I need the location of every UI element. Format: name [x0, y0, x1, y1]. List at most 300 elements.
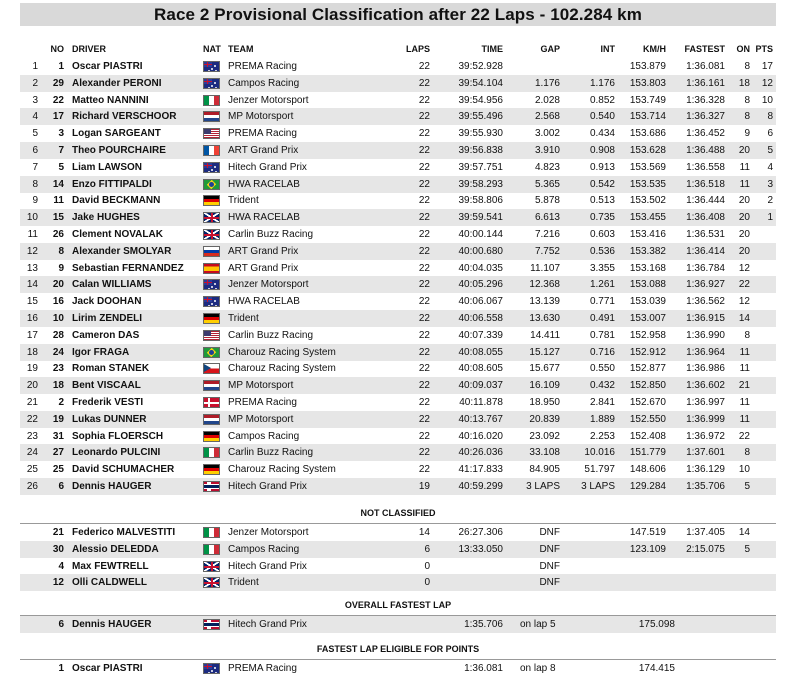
int-cell: 10.016 — [584, 447, 615, 458]
team-cell: HWA RACELAB — [228, 179, 300, 190]
no-cell: 6 — [58, 481, 64, 492]
team-cell: PREMA Racing — [228, 397, 297, 408]
laps-cell: 22 — [418, 229, 430, 240]
laps-cell: 22 — [418, 61, 430, 72]
on-lap-cell: on lap 8 — [520, 663, 556, 674]
fastest-cell: 1:36.327 — [686, 111, 725, 122]
time-cell — [438, 574, 503, 591]
laps-cell: 0 — [424, 577, 430, 588]
laps-cell: 19 — [418, 481, 430, 492]
int-cell: 2.253 — [589, 431, 615, 442]
on-cell: 8 — [744, 95, 750, 106]
fastest-cell: 1:36.990 — [686, 330, 725, 341]
time-cell: 40:00.144 — [458, 229, 503, 240]
driver-cell: Dennis HAUGER — [72, 481, 152, 492]
int-cell — [565, 58, 615, 75]
fastest-cell: 1:36.531 — [686, 229, 725, 240]
driver-cell: Calan WILLIAMS — [72, 279, 152, 290]
on-cell: 11 — [739, 414, 750, 425]
not-classified-row — [20, 541, 776, 558]
team-cell: Hitech Grand Prix — [228, 481, 307, 492]
laps-cell: 22 — [418, 313, 430, 324]
kmh-cell: 153.628 — [629, 145, 666, 156]
time-cell: 40:00.680 — [458, 246, 503, 257]
not-classified-row — [20, 574, 776, 591]
page-title: Race 2 Provisional Classification after 22 Laps - 102.284 km — [20, 3, 776, 26]
fastest-cell: 1:36.602 — [686, 380, 725, 391]
driver-cell: Lirim ZENDELI — [72, 313, 143, 324]
no-cell: 22 — [52, 95, 64, 106]
gap-cell — [510, 58, 560, 75]
table-row — [20, 394, 776, 411]
team-cell: MP Motorsport — [228, 414, 294, 425]
int-cell: 51.797 — [584, 464, 615, 475]
team-cell: PREMA Racing — [228, 663, 297, 674]
driver-cell: Leonardo PULCINI — [72, 447, 161, 458]
pts-cell — [755, 360, 773, 377]
pts-cell — [755, 428, 773, 445]
on-cell: 18 — [738, 78, 750, 89]
time-cell: 39:54.104 — [458, 78, 503, 89]
pts-cell — [755, 293, 773, 310]
driver-cell: David SCHUMACHER — [72, 464, 175, 475]
no-cell: 5 — [58, 162, 64, 173]
kmh-cell: 174.415 — [638, 663, 675, 674]
fastest-cell: 1:36.997 — [686, 397, 725, 408]
flag-icon — [203, 111, 220, 122]
gap-cell: 5.365 — [534, 179, 560, 190]
fastest-cell: 1:37.405 — [686, 527, 725, 538]
pos-cell: 1 — [32, 61, 38, 72]
table-row — [20, 344, 776, 361]
on-cell: 11 — [739, 162, 750, 173]
team-cell: Campos Racing — [228, 544, 300, 555]
fastest-cell: 1:36.915 — [686, 313, 725, 324]
pts-cell: 8 — [767, 111, 773, 122]
fastest-cell: 1:36.408 — [686, 212, 725, 223]
time-cell: 40:13.767 — [458, 414, 503, 425]
team-cell: Hitech Grand Prix — [228, 162, 307, 173]
flag-icon — [203, 447, 220, 458]
gap-cell: 11.107 — [530, 263, 560, 274]
int-cell: 1.889 — [589, 414, 615, 425]
team-cell: Jenzer Motorsport — [228, 279, 309, 290]
flag-icon — [203, 414, 220, 425]
pts-cell — [755, 461, 773, 478]
on-lap-cell: on lap 5 — [520, 619, 556, 630]
pos-cell: 15 — [26, 296, 38, 307]
kmh-cell: 153.382 — [629, 246, 666, 257]
pts-cell — [755, 377, 773, 394]
fastest-cell: 1:36.999 — [686, 414, 725, 425]
time-cell: 39:56.838 — [458, 145, 503, 156]
int-cell: 0.434 — [589, 128, 615, 139]
flag-icon — [203, 78, 220, 89]
no-cell: 11 — [53, 195, 64, 206]
driver-cell: Richard VERSCHOOR — [72, 111, 177, 122]
team-cell: Hitech Grand Prix — [228, 561, 307, 572]
table-row — [20, 142, 776, 159]
driver-cell: Federico MALVESTITI — [72, 527, 176, 538]
team-cell: HWA RACELAB — [228, 212, 300, 223]
pts-cell: 1 — [767, 212, 773, 223]
no-cell: 18 — [52, 380, 64, 391]
team-cell: Trident — [228, 195, 259, 206]
fastest-cell: 1:36.558 — [686, 162, 725, 173]
laps-cell: 22 — [418, 111, 430, 122]
driver-cell: Dennis HAUGER — [72, 619, 152, 630]
int-cell: 3 LAPS — [581, 481, 615, 492]
kmh-cell: 147.519 — [629, 527, 666, 538]
driver-cell: Jack DOOHAN — [72, 296, 142, 307]
driver-cell: Olli CALDWELL — [72, 577, 147, 588]
team-cell: Campos Racing — [228, 78, 300, 89]
on-cell: 22 — [738, 279, 750, 290]
laps-cell: 22 — [418, 128, 430, 139]
pts-cell — [755, 344, 773, 361]
gap-cell: 4.823 — [534, 162, 560, 173]
driver-cell: Oscar PIASTRI — [72, 61, 143, 72]
driver-cell: Liam LAWSON — [72, 162, 143, 173]
pos-cell: 24 — [26, 447, 38, 458]
gap-cell: 84.905 — [529, 464, 560, 475]
driver-cell: Matteo NANNINI — [72, 95, 149, 106]
pts-cell: 5 — [767, 145, 773, 156]
driver-cell: Frederik VESTI — [72, 397, 144, 408]
table-row — [20, 58, 776, 75]
kmh-cell: 152.550 — [629, 414, 666, 425]
driver-cell: Max FEWTRELL — [72, 561, 149, 572]
no-cell: 27 — [52, 447, 64, 458]
laps-cell: 22 — [418, 145, 430, 156]
table-row — [20, 411, 776, 428]
gap-cell: 3 LAPS — [526, 481, 560, 492]
laps-cell: 22 — [418, 78, 430, 89]
time-cell: 40:26.036 — [458, 447, 503, 458]
table-row — [20, 108, 776, 125]
pos-cell: 13 — [26, 263, 38, 274]
flag-icon — [203, 162, 220, 173]
header-driver: DRIVER — [72, 44, 107, 54]
pos-cell: 14 — [26, 279, 38, 290]
pts-cell: 2 — [767, 195, 773, 206]
gap-cell: 23.092 — [529, 431, 560, 442]
team-cell: MP Motorsport — [228, 380, 294, 391]
kmh-cell: 152.958 — [629, 330, 666, 341]
gap-cell: 13.630 — [529, 313, 560, 324]
driver-cell: Theo POURCHAIRE — [72, 145, 166, 156]
pos-cell: 6 — [32, 145, 38, 156]
int-cell: 0.913 — [589, 162, 615, 173]
on-cell: 11 — [739, 397, 750, 408]
pos-cell: 7 — [32, 162, 38, 173]
gap-cell: 15.677 — [529, 363, 560, 374]
no-cell: 10 — [52, 313, 64, 324]
table-row — [20, 192, 776, 209]
table-row — [20, 226, 776, 243]
time-cell: 13:33.050 — [458, 544, 503, 555]
overall-fastest-title: OVERALL FASTEST LAP — [344, 600, 452, 610]
pts-cell: 4 — [767, 162, 773, 173]
time-cell: 40:06.558 — [458, 313, 503, 324]
int-cell: 1.261 — [589, 279, 615, 290]
driver-cell: Logan SARGEANT — [72, 128, 161, 139]
kmh-cell: 153.039 — [629, 296, 666, 307]
fastest-cell: 1:36.964 — [686, 347, 725, 358]
gap-cell: 2.568 — [534, 111, 560, 122]
fastest-cell: 1:36.562 — [686, 296, 725, 307]
no-cell: 16 — [52, 296, 64, 307]
flag-icon — [203, 246, 220, 257]
fastest-cell: 2:15.075 — [686, 544, 725, 555]
fastest-cell: 1:36.518 — [686, 179, 725, 190]
flag-icon — [203, 313, 220, 324]
no-cell: 2 — [58, 397, 64, 408]
pos-cell: 5 — [32, 128, 38, 139]
int-cell: 0.540 — [589, 111, 615, 122]
team-cell: Jenzer Motorsport — [228, 527, 309, 538]
pos-cell: 12 — [26, 246, 38, 257]
int-cell: 0.781 — [589, 330, 615, 341]
kmh-cell: 153.879 — [629, 61, 666, 72]
pos-cell: 18 — [26, 347, 38, 358]
kmh-cell: 153.569 — [629, 162, 666, 173]
kmh-cell: 153.168 — [629, 263, 666, 274]
pos-cell: 4 — [32, 111, 38, 122]
header-time: TIME — [481, 44, 503, 54]
time-cell: 40:08.605 — [458, 363, 503, 374]
flag-icon — [203, 279, 220, 290]
kmh-cell: 152.877 — [629, 363, 666, 374]
fastest-cell — [675, 558, 725, 575]
no-cell: 14 — [52, 179, 64, 190]
team-cell: Trident — [228, 577, 259, 588]
fastest-cell: 1:35.706 — [686, 481, 725, 492]
pos-cell: 2 — [32, 78, 38, 89]
on-cell: 14 — [738, 313, 750, 324]
gap-cell: 16.109 — [529, 380, 560, 391]
header-team: TEAM — [228, 44, 254, 54]
no-cell: 20 — [52, 279, 64, 290]
on-cell: 20 — [738, 229, 750, 240]
laps-cell: 22 — [418, 246, 430, 257]
laps-cell: 22 — [418, 347, 430, 358]
int-cell: 0.542 — [589, 179, 615, 190]
team-cell: Jenzer Motorsport — [228, 95, 309, 106]
time-cell: 39:57.751 — [458, 162, 503, 173]
gap-cell: 5.878 — [534, 195, 560, 206]
table-header — [20, 41, 776, 58]
gap-cell: 7.216 — [534, 229, 560, 240]
kmh-cell: 152.850 — [629, 380, 666, 391]
fastest-cell: 1:36.452 — [686, 128, 725, 139]
no-cell: 26 — [52, 229, 64, 240]
flag-icon — [203, 263, 220, 274]
time-cell: 1:35.706 — [464, 619, 503, 630]
gap-cell: DNF — [539, 577, 560, 588]
pts-cell — [755, 243, 773, 260]
time-cell: 40:05.296 — [458, 279, 503, 290]
overall-fastest-row — [20, 616, 776, 633]
gap-cell: DNF — [539, 544, 560, 555]
fastest-cell: 1:36.129 — [686, 464, 725, 475]
header-on: ON — [736, 44, 750, 54]
driver-cell: Alessio DELEDDA — [72, 544, 159, 555]
laps-cell: 22 — [418, 414, 430, 425]
flag-icon — [203, 663, 220, 674]
gap-cell: 18.950 — [529, 397, 560, 408]
laps-cell: 22 — [418, 279, 430, 290]
time-cell: 39:54.956 — [458, 95, 503, 106]
driver-cell: Oscar PIASTRI — [72, 663, 143, 674]
on-cell: 20 — [738, 212, 750, 223]
pts-cell — [755, 478, 773, 495]
table-row — [20, 176, 776, 193]
int-cell: 0.536 — [589, 246, 615, 257]
table-row — [20, 159, 776, 176]
pos-cell: 25 — [26, 464, 38, 475]
driver-cell: Igor FRAGA — [72, 347, 130, 358]
int-cell: 0.771 — [589, 296, 615, 307]
gap-cell: 33.108 — [529, 447, 560, 458]
header-kmh: KM/H — [643, 44, 666, 54]
table-row — [20, 125, 776, 142]
laps-cell: 22 — [418, 330, 430, 341]
pts-cell — [755, 411, 773, 428]
table-row — [20, 360, 776, 377]
kmh-cell: 153.686 — [629, 128, 666, 139]
no-cell: 1 — [58, 61, 64, 72]
pts-cell — [755, 276, 773, 293]
on-cell: 11 — [739, 179, 750, 190]
no-cell: 15 — [52, 212, 64, 223]
kmh-cell: 153.455 — [629, 212, 666, 223]
pts-cell — [755, 226, 773, 243]
int-cell: 0.491 — [589, 313, 615, 324]
flag-icon — [203, 561, 220, 572]
pts-cell: 12 — [761, 78, 773, 89]
no-cell: 28 — [52, 330, 64, 341]
team-cell: Hitech Grand Prix — [228, 619, 307, 630]
int-cell: 0.908 — [589, 145, 615, 156]
kmh-cell: 151.779 — [629, 447, 666, 458]
pts-cell: 6 — [767, 128, 773, 139]
table-row — [20, 293, 776, 310]
flag-icon — [203, 229, 220, 240]
time-cell: 39:55.930 — [458, 128, 503, 139]
not-classified-title: NOT CLASSIFIED — [360, 508, 436, 518]
pos-cell: 3 — [32, 95, 38, 106]
team-cell: Charouz Racing System — [228, 347, 336, 358]
no-cell: 30 — [52, 544, 64, 555]
no-cell: 7 — [58, 145, 64, 156]
header-pts: PTS — [755, 44, 773, 54]
on-cell: 11 — [739, 363, 750, 374]
pos-cell: 8 — [32, 179, 38, 190]
kmh-cell — [616, 558, 666, 575]
laps-cell: 22 — [418, 195, 430, 206]
driver-cell: Lukas DUNNER — [72, 414, 147, 425]
no-cell: 12 — [52, 577, 64, 588]
fastest-points-row — [20, 660, 776, 677]
no-cell: 31 — [52, 431, 64, 442]
fastest-cell: 1:36.784 — [686, 263, 725, 274]
on-cell: 8 — [744, 111, 750, 122]
kmh-cell: 123.109 — [629, 544, 666, 555]
gap-cell: 3.002 — [534, 128, 560, 139]
no-cell: 19 — [52, 414, 64, 425]
driver-cell: Roman STANEK — [72, 363, 150, 374]
int-cell: 1.176 — [589, 78, 615, 89]
gap-cell: 6.613 — [534, 212, 560, 223]
flag-icon — [203, 619, 220, 630]
on-cell — [730, 574, 750, 591]
driver-cell: Alexander PERONI — [72, 78, 162, 89]
pos-cell: 22 — [26, 414, 38, 425]
laps-cell: 22 — [418, 447, 430, 458]
driver-cell: Enzo FITTIPALDI — [72, 179, 152, 190]
time-cell: 40:09.037 — [458, 380, 503, 391]
pos-cell: 26 — [26, 481, 38, 492]
pts-cell — [755, 327, 773, 344]
table-row — [20, 243, 776, 260]
laps-cell: 22 — [418, 397, 430, 408]
time-cell: 39:52.928 — [458, 61, 503, 72]
flag-icon — [203, 527, 220, 538]
pts-cell — [755, 260, 773, 277]
int-cell: 0.716 — [589, 347, 615, 358]
driver-cell: Cameron DAS — [72, 330, 140, 341]
team-cell: HWA RACELAB — [228, 296, 300, 307]
driver-cell: Jake HUGHES — [72, 212, 140, 223]
table-row — [20, 75, 776, 92]
header-gap: GAP — [540, 44, 560, 54]
driver-cell: Sebastian FERNANDEZ — [72, 263, 184, 274]
fastest-cell: 1:36.328 — [686, 95, 725, 106]
time-cell: 39:58.293 — [458, 179, 503, 190]
table-row — [20, 461, 776, 478]
time-cell: 1:36.081 — [464, 663, 503, 674]
fastest-cell: 1:36.081 — [686, 61, 725, 72]
driver-cell: Bent VISCAAL — [72, 380, 141, 391]
pos-cell: 19 — [26, 363, 38, 374]
time-cell: 40:16.020 — [458, 431, 503, 442]
time-cell — [438, 558, 503, 575]
on-cell: 20 — [738, 145, 750, 156]
gap-cell: 14.411 — [530, 330, 560, 341]
laps-cell: 22 — [418, 95, 430, 106]
header-fastest: FASTEST — [684, 44, 725, 54]
no-cell: 17 — [52, 111, 64, 122]
time-cell: 39:59.541 — [458, 212, 503, 223]
flag-icon — [203, 363, 220, 374]
not-classified-row — [20, 558, 776, 575]
team-cell: Charouz Racing System — [228, 363, 336, 374]
flag-icon — [203, 347, 220, 358]
no-cell: 24 — [52, 347, 64, 358]
gap-cell: 15.127 — [529, 347, 560, 358]
int-cell: 0.735 — [589, 212, 615, 223]
team-cell: Carlin Buzz Racing — [228, 447, 314, 458]
on-cell: 20 — [738, 195, 750, 206]
laps-cell: 14 — [418, 527, 430, 538]
no-cell: 3 — [58, 128, 64, 139]
time-cell: 26:27.306 — [458, 527, 503, 538]
kmh-cell: 153.088 — [629, 279, 666, 290]
team-cell: ART Grand Prix — [228, 263, 299, 274]
fastest-cell: 1:36.414 — [686, 246, 725, 257]
driver-cell: Clement NOVALAK — [72, 229, 163, 240]
